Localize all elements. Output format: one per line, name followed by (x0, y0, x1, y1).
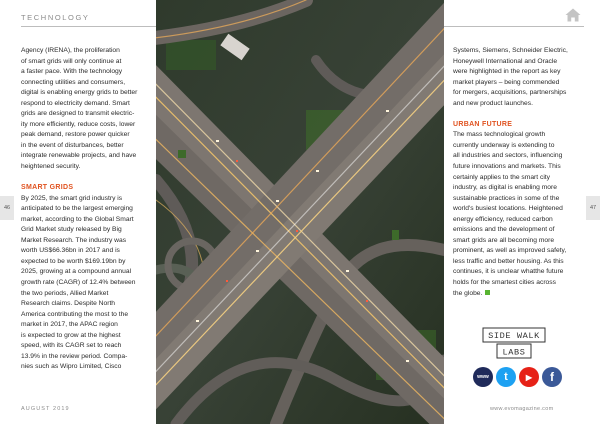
left-intro-line: integrate renewable projects, and have (21, 152, 137, 160)
left-article-column (21, 46, 148, 373)
right-intro-line: Systems, Siemens, Schneider Electric, (453, 47, 568, 54)
right-intro-line: market players – being commended (453, 78, 560, 86)
right-body-line: prominent, as well as improved safety, (453, 247, 567, 255)
left-intro-line: digital is enabling energy grids to better (21, 89, 138, 97)
right-body-line: holds for the smartest cities across (453, 279, 556, 287)
left-body-line: Research claims. Despite North (21, 300, 116, 308)
left-body-line: the two periods, Allied Market (21, 289, 109, 297)
left-body-line: Grid Market study released by Big (21, 226, 122, 234)
right-body-line: world's busiest locations. Heightened (453, 205, 563, 213)
svg-text:LABS: LABS (502, 347, 526, 358)
left-body-line: market in 2017, the APAC region (21, 321, 118, 329)
right-body-line: continues, it is unclear whatthe future (453, 268, 564, 276)
right-intro-line: were highlighted in the report as key (453, 68, 561, 76)
facebook-icon[interactable]: f (542, 367, 562, 387)
left-body-line: speed, with its CAGR set to reach (21, 342, 122, 350)
page-number-right: 47 (586, 196, 600, 220)
social-links (473, 367, 563, 387)
right-body-final-text: the globe. (453, 289, 483, 297)
left-intro-line: peak demand, restore power quicker (21, 131, 130, 139)
right-body-line: smart grids are all becoming more (453, 236, 555, 244)
right-body-line: energy efficiency, reduced carbon (453, 215, 553, 223)
right-body-line: currently underway is extending to (453, 141, 555, 149)
urban-future-heading: URBAN FUTURE (453, 120, 513, 128)
left-body-line: America contributing the most to the (21, 310, 129, 318)
left-body-line: Market Research. The industry was (21, 236, 127, 244)
end-of-article-mark (485, 290, 490, 295)
sidewalk-labs-logo[interactable] (482, 327, 546, 360)
svg-text:SIDE WALK: SIDE WALK (488, 331, 540, 341)
left-intro-line: respond to electricity demand. Smart (21, 99, 130, 107)
right-body-line: emissions and the development of (453, 226, 555, 234)
left-body-line: 13.9% in the review period. Compa- (21, 352, 128, 360)
right-body-line: all industries and sectors, influencing (453, 152, 563, 160)
right-body-line: sustainable practices in some of the (453, 194, 560, 202)
home-icon[interactable] (565, 8, 581, 22)
left-body-line: expected to be worth $169.19bn by (21, 257, 126, 265)
issue-date: AUGUST 2019 (21, 406, 70, 412)
left-body-line: nies such as Wipro Limited, Cisco (21, 363, 122, 371)
right-body-line (453, 289, 581, 300)
right-intro-line: Honeywell International and Oracle (453, 57, 558, 65)
left-body-line: By 2025, the smart grid industry is (21, 194, 123, 202)
right-intro-line: for mergers, acquisitions, partnerships (453, 89, 567, 97)
smart-grids-heading: SMART GRIDS (21, 184, 74, 192)
left-intro-line: ity more efficiently, reduce costs, lower (21, 120, 136, 128)
left-body-line: is expected to grow at the highest (21, 331, 121, 339)
right-body-line: industry, as digital is enabling more (453, 184, 557, 192)
left-body-line: worth US$66.36bn in 2017 and is (21, 247, 120, 255)
section-label: TECHNOLOGY (21, 13, 90, 22)
right-article-column (453, 46, 581, 299)
left-body-line: market, according to the Global Smart (21, 215, 134, 223)
left-intro-line: of smart grids will only continue at (21, 57, 122, 65)
website-url[interactable]: www.evomagazine.com (490, 406, 554, 412)
left-intro-line: grids are designed to transmit electric- (21, 110, 135, 118)
left-body-line: anticipated to be the largest emerging (21, 205, 133, 213)
left-body-line: 2025, growing at a compound annual (21, 268, 132, 276)
page-number-left: 46 (0, 196, 14, 220)
right-body-line: certainly applies to the smart city (453, 173, 551, 181)
left-intro-line: heightened security. (21, 163, 81, 171)
www-icon[interactable]: www (473, 367, 493, 387)
right-body-line: The mass technological growth (453, 131, 546, 139)
twitter-icon[interactable]: t (496, 367, 516, 387)
left-intro-line: in the event of disturbances, better (21, 141, 124, 149)
header-rule-left (21, 26, 156, 27)
right-body-line: future innovations and markets. This (453, 163, 561, 171)
left-intro-line: Agency (IRENA), the proliferation (21, 47, 120, 54)
left-intro-line: a faster pace. With the technology (21, 68, 123, 76)
right-intro-line: and new product launches. (453, 99, 533, 107)
left-intro-line: connecting utilities and consumers, (21, 78, 126, 86)
right-body-line: less traffic and better housing. As this (453, 257, 564, 265)
youtube-icon[interactable]: ▶ (519, 367, 539, 387)
left-body-line: growth rate (CAGR) of 12.4% between (21, 279, 136, 287)
highway-interchange-photo (156, 0, 444, 424)
header-rule-right (444, 26, 584, 27)
